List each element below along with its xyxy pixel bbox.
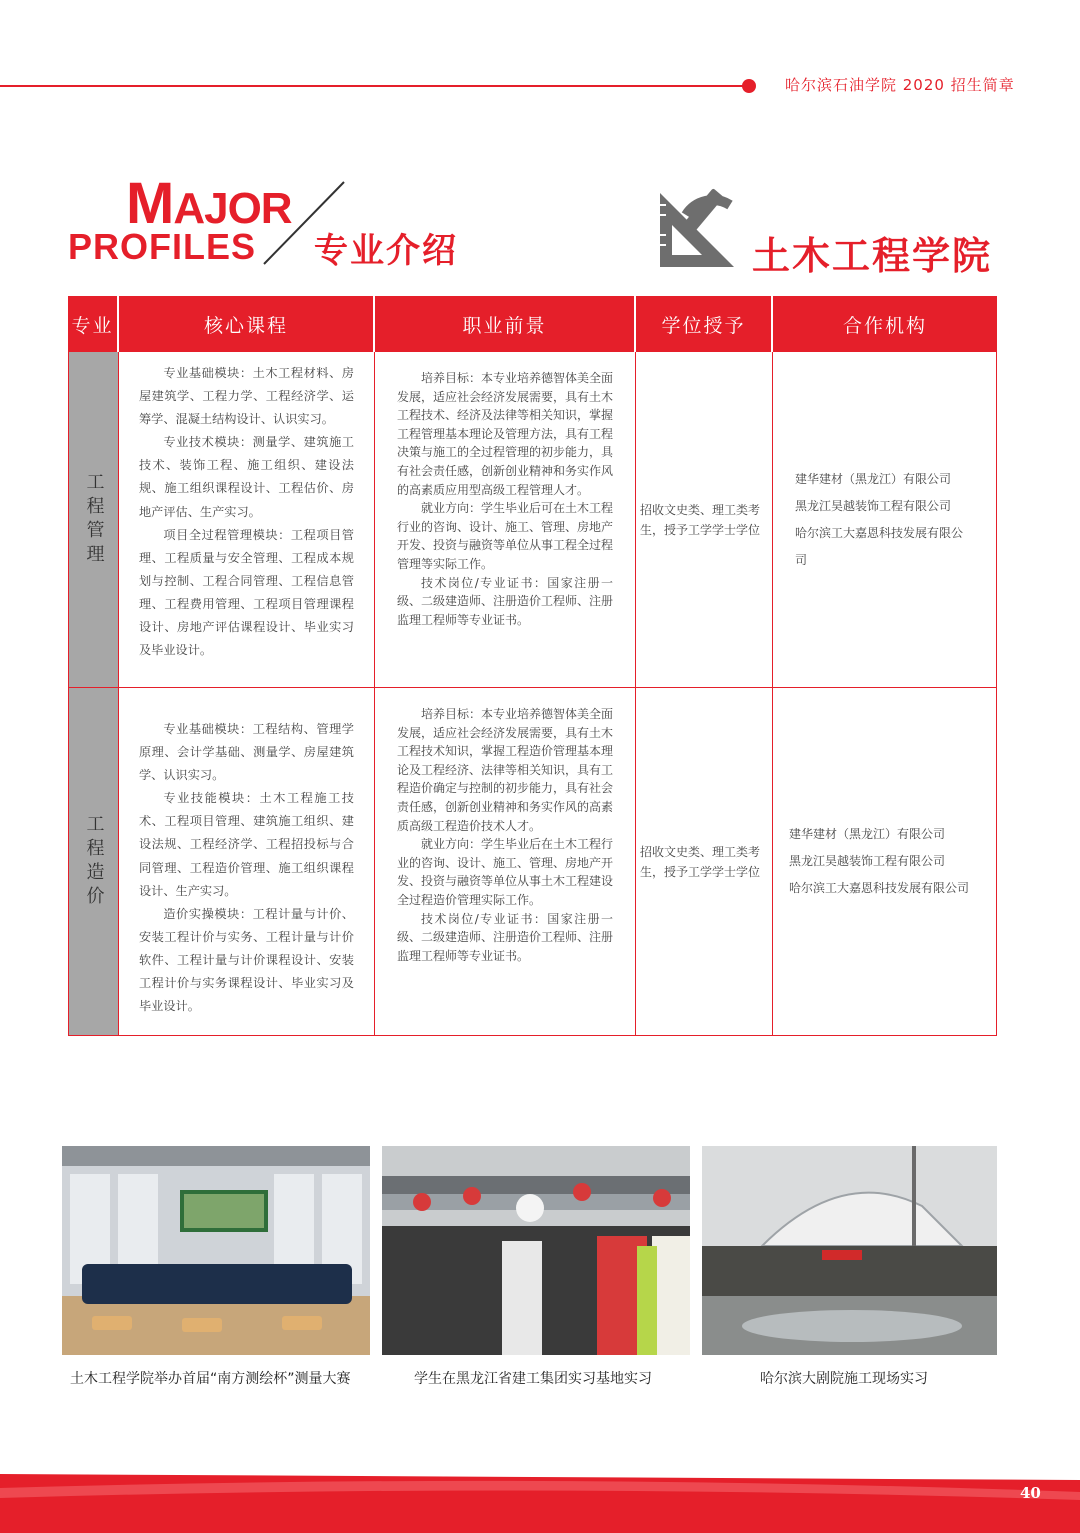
header-career: 职业前景 — [375, 296, 634, 352]
course-module: 造价实操模块：工程计量与计价、安装工程计价与实务、工程计量与计价软件、工程计量与计价课程设计、安装工程计价与实务课程设计、毕业实习及毕业设计。 — [139, 906, 354, 1014]
core-courses-cell — [119, 352, 375, 688]
page-number: 40 — [1020, 1484, 1041, 1502]
photo-caption: 学生在黑龙江省建工集团实习基地实习 — [414, 1371, 652, 1387]
career-paragraph: 技术岗位/专业证书：国家注册一级、二级建造师、注册造价工程师、注册监理工程师等专业证书。 — [397, 911, 614, 963]
career-paragraph: 就业方向：学生毕业后在土木工程行业的咨询、设计、施工、管理、房地产开发、投资与融资等单位从事土木工程建设全过程造价管理实际工作。 — [397, 837, 614, 907]
partner-name: 哈尔滨工大嘉恩科技发展有限公司 — [795, 525, 964, 567]
photo-internship-base — [382, 1146, 690, 1355]
majors-table — [68, 296, 997, 1036]
header-major: 专业 — [68, 296, 117, 352]
college-name: 土木工程学院 — [752, 234, 993, 278]
photo-caption: 土木工程学院举办首届“南方测绘杯”测量大赛 — [70, 1371, 351, 1387]
footer-band — [0, 1474, 1080, 1533]
photo-grand-theatre — [702, 1146, 997, 1355]
photo-survey-contest — [62, 1146, 370, 1355]
major-heading-initial: M — [126, 171, 174, 236]
major-name — [68, 352, 119, 688]
header-degree: 学位授予 — [636, 296, 771, 352]
course-module: 专业基础模块：土木工程材料、房屋建筑学、工程力学、工程经济学、运筹学、混凝土结构设计、认识实习。 — [139, 366, 354, 427]
header-core-courses: 核心课程 — [119, 296, 373, 352]
partner-name: 哈尔滨工大嘉恩科技发展有限公司 — [789, 881, 970, 895]
degree-cell — [636, 688, 773, 1036]
course-module: 项目全过程管理模块：工程项目管理、工程质量与安全管理、工程成本规划与控制、工程合同管理、工程信息管理、工程费用管理、工程项目管理课程设计、房地产评估课程设计、毕业实习及毕业设计。 — [139, 527, 354, 658]
section-title: 专业介绍 — [314, 231, 458, 271]
degree-text: 招收文史类、理工类考生，授予工学学士学位 — [640, 844, 761, 879]
course-module: 专业基础模块：工程结构、管理学原理、会计学基础、测量学、房屋建筑学、认识实习。 — [139, 722, 354, 783]
major-name-text: 工程管理 — [83, 471, 105, 568]
partners-cell — [773, 352, 997, 688]
career-paragraph: 技术岗位/专业证书：国家注册一级、二级建造师、注册造价工程师、注册监理工程师等专业证书。 — [397, 575, 614, 627]
career-paragraph: 就业方向：学生毕业后可在土木工程行业的咨询、设计、施工、管理、房地产开发、投资与融资等单位从事工程全过程管理等实际工作。 — [397, 501, 614, 571]
major-name — [68, 688, 119, 1036]
header-dot — [742, 79, 756, 93]
degree-text: 招收文史类、理工类考生，授予工学学士学位 — [640, 502, 761, 537]
photo-caption: 哈尔滨大剧院施工现场实习 — [760, 1371, 928, 1387]
career-paragraph: 培养目标：本专业培养德智体美全面发展，适应社会经济发展需要，具有土木工程技术知识，掌握工程造价管理基本理论及工程经济、法律等相关知识，具有工程造价确定与控制的初步能力，具有社会责任感，创新创业精神和务实作风的高素质高级工程造价技术人才。 — [397, 707, 614, 833]
major-name-text: 工程造价 — [83, 813, 105, 910]
course-module: 专业技术模块：测量学、建筑施工技术、装饰工程、施工组织、建设法规、施工组织课程设计、工程估价、房地产评估、生产实习。 — [139, 435, 354, 519]
header-rule — [0, 85, 750, 87]
partner-name: 建华建材（黑龙江）有限公司 — [795, 471, 952, 486]
brochure-title: 哈尔滨石油学院 2020 招生简章 — [785, 76, 1015, 94]
partners-cell — [773, 688, 997, 1036]
career-cell — [375, 688, 636, 1036]
career-paragraph: 培养目标：本专业培养德智体美全面发展，适应社会经济发展需要，具有土木工程技术、经济及法律等相关知识，掌握工程管理基本理论及管理方法，具有工程决策与施工的全过程管理的初步能力，具有社会责任感，创新创业精神和务实作风的高素质应用型高级工程管理人才。 — [397, 371, 614, 497]
partner-name: 黑龙江昊越装饰工程有限公司 — [789, 854, 946, 868]
major-heading-rest: AJOR — [173, 184, 292, 233]
core-courses-cell — [119, 688, 375, 1036]
header-partners: 合作机构 — [773, 296, 997, 352]
ruler-triangle-icon — [656, 185, 736, 269]
profiles-heading: PROFILES — [68, 226, 257, 267]
course-module: 专业技能模块：土木工程施工技术、工程项目管理、建筑施工组织、建设法规、工程经济学、工程招投标与合同管理、工程造价管理、施工组织课程设计、生产实习。 — [139, 791, 354, 898]
partner-name: 建华建材（黑龙江）有限公司 — [789, 827, 946, 841]
career-cell — [375, 352, 636, 688]
partner-name: 黑龙江昊越装饰工程有限公司 — [795, 498, 952, 513]
degree-cell — [636, 352, 773, 688]
